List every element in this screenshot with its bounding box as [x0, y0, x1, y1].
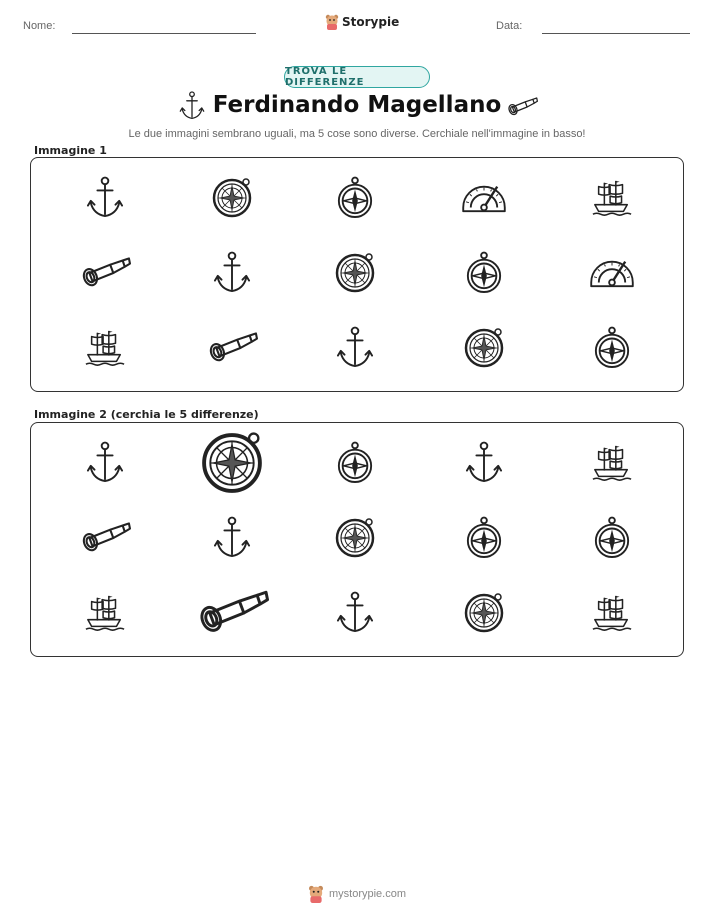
compass-rose-icon [194, 162, 270, 234]
name-label: Nome: [23, 20, 56, 32]
compass-rose-icon[interactable] [446, 577, 522, 649]
image2-panel[interactable] [30, 422, 684, 657]
brand-logo [325, 14, 399, 30]
date-line[interactable] [542, 33, 690, 34]
anchor-icon[interactable] [67, 427, 143, 499]
bear-mascot-icon [325, 14, 339, 30]
anchor-icon [317, 312, 393, 384]
compass-rose-icon [446, 312, 522, 384]
worksheet-type-badge: TROVA LE DIFFERENZE [284, 66, 430, 88]
protractor-icon [446, 162, 522, 234]
compass-icon [574, 312, 650, 384]
spyglass-icon [67, 237, 143, 309]
ship-icon[interactable] [574, 427, 650, 499]
ship-icon [574, 162, 650, 234]
footer [308, 885, 406, 903]
date-label: Data: [496, 20, 523, 32]
anchor-icon[interactable] [446, 427, 522, 499]
anchor-icon [194, 237, 270, 309]
protractor-icon [574, 237, 650, 309]
compass-icon[interactable] [446, 502, 522, 574]
compass-rose-icon[interactable] [317, 502, 393, 574]
spyglass-icon[interactable] [67, 502, 143, 574]
anchor-icon [67, 162, 143, 234]
name-line[interactable] [72, 33, 256, 34]
spyglass-icon[interactable] [194, 577, 270, 649]
compass-icon[interactable] [574, 502, 650, 574]
image1-panel [30, 157, 684, 392]
spyglass-icon [194, 312, 270, 384]
spyglass-icon [506, 96, 538, 118]
footer-url: mystorypie.com [329, 888, 407, 900]
compass-rose-icon [317, 237, 393, 309]
image1-label: Immagine 1 [34, 144, 107, 157]
ship-icon[interactable] [67, 577, 143, 649]
page-title: Ferdinando Magellano [212, 92, 502, 118]
ship-icon[interactable] [574, 577, 650, 649]
anchor-icon[interactable] [317, 577, 393, 649]
image2-label: Immagine 2 (cerchia le 5 differenze) [34, 408, 259, 421]
bear-mascot-icon [308, 885, 324, 903]
brand-name: Storypie [342, 15, 400, 29]
ship-icon [67, 312, 143, 384]
instructions: Le due immagini sembrano uguali, ma 5 cose sono diverse. Cerchiale nell'immagine in basso! [128, 128, 586, 140]
compass-rose-icon[interactable] [194, 427, 270, 499]
anchor-icon[interactable] [194, 502, 270, 574]
compass-icon [317, 162, 393, 234]
compass-icon [446, 237, 522, 309]
compass-icon[interactable] [317, 427, 393, 499]
